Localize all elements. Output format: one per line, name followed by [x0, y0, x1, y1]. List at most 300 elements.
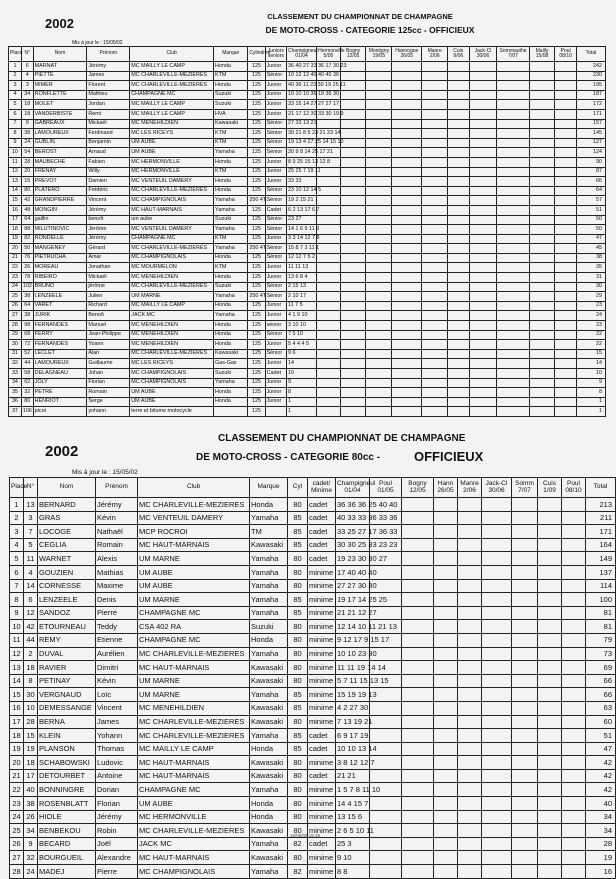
table-cell	[529, 138, 555, 148]
table-cell	[538, 498, 562, 512]
table-row	[10, 498, 616, 512]
table-cell	[529, 301, 555, 311]
table-cell	[434, 633, 458, 647]
table-cell	[392, 330, 422, 340]
table-cell: 62	[21, 378, 33, 388]
total-cell: 87	[576, 167, 605, 177]
table-cell: DELAGNEAU	[33, 369, 87, 379]
table-cell	[317, 340, 341, 350]
table-cell	[538, 824, 562, 838]
table-cell: JACK MC	[138, 837, 250, 851]
table-cell	[497, 253, 529, 263]
table-cell	[434, 538, 458, 552]
table-cell	[458, 715, 482, 729]
table-cell	[555, 177, 576, 187]
table-cell: 11	[24, 552, 38, 566]
table-cell: 14 1 6 9 11 9	[287, 225, 317, 235]
table-cell	[422, 311, 448, 321]
table-cell: 5 7 11 15 13 15	[336, 674, 370, 688]
table-cell	[366, 234, 392, 244]
table-cell: Kawasaki	[250, 661, 288, 675]
table-cell: MC VENTEUIL DAMERY	[130, 177, 214, 187]
table-cell	[402, 511, 434, 525]
table-cell: MIMER	[33, 81, 87, 91]
table-cell	[340, 138, 366, 148]
table-cell: CORNESSE	[38, 579, 96, 593]
table-cell: WARNET	[38, 552, 96, 566]
table-cell: 4 1 9 10	[287, 311, 317, 321]
table-cell: cadet	[308, 538, 336, 552]
table-row	[10, 606, 616, 620]
table-cell	[469, 311, 497, 321]
table-cell	[392, 263, 422, 273]
table-cell: 8	[10, 593, 24, 607]
sheet1-title-line1: CLASSEMENT DU CHAMPIONNAT DE CHAMPAGNE	[267, 12, 453, 21]
table-cell	[497, 129, 529, 139]
table-cell: 5	[10, 552, 24, 566]
total-cell: 31	[576, 273, 605, 283]
standings-sheet-80cc	[0, 425, 614, 876]
table-cell	[402, 661, 434, 675]
table-cell: 30 21 8 5 23 21 23 14	[287, 129, 317, 139]
table-cell	[366, 62, 392, 72]
table-cell: 125	[248, 397, 265, 407]
column-header: cadet/ Minime	[308, 478, 336, 498]
column-header: Nom	[33, 47, 87, 62]
table-cell: Sénior	[265, 138, 286, 148]
table-cell: 17	[24, 769, 38, 783]
table-cell	[392, 369, 422, 379]
table-cell	[448, 157, 469, 167]
table-cell: Jérémy	[87, 205, 130, 215]
column-header: Cuis 1/09	[538, 478, 562, 498]
table-cell	[317, 369, 341, 379]
table-cell	[538, 837, 562, 851]
table-cell	[538, 579, 562, 593]
table-cell	[392, 234, 422, 244]
table-cell: 125	[248, 215, 265, 225]
table-cell: Yamaha	[214, 148, 248, 158]
table-cell	[317, 311, 341, 321]
table-row	[9, 109, 606, 119]
table-cell: 7	[9, 119, 22, 129]
table-cell: 44	[24, 633, 38, 647]
table-cell	[448, 301, 469, 311]
table-cell: 125	[248, 340, 265, 350]
table-cell: 13 15 6	[336, 810, 370, 824]
table-cell	[340, 263, 366, 273]
table-cell: MC VENTEUIL DAMERY	[138, 511, 250, 525]
table-cell: 125	[248, 62, 265, 72]
table-cell	[512, 688, 538, 702]
table-row	[9, 205, 606, 215]
table-cell: MC CHARLEVILLE-MEZIERES	[130, 186, 214, 196]
table-cell: 13	[10, 661, 24, 675]
table-cell	[366, 321, 392, 331]
total-cell: 149	[586, 552, 616, 566]
table-cell: 2	[10, 511, 24, 525]
table-row	[9, 90, 606, 100]
table-cell	[402, 620, 434, 634]
table-cell	[458, 865, 482, 879]
table-cell: UM MARNE	[138, 593, 250, 607]
table-cell: 27	[9, 311, 22, 321]
table-cell	[422, 196, 448, 206]
total-cell: 230	[576, 71, 605, 81]
table-cell: 23 10 12 14 5	[287, 186, 317, 196]
table-cell: sénior	[265, 321, 286, 331]
table-cell	[469, 378, 497, 388]
table-cell	[555, 369, 576, 379]
table-cell: Sénior	[265, 225, 286, 235]
table-cell	[317, 292, 341, 302]
table-cell: Junior	[265, 167, 286, 177]
table-cell: 15	[10, 688, 24, 702]
total-cell: 1	[576, 397, 605, 407]
table-cell	[402, 579, 434, 593]
table-cell: cadet	[308, 525, 336, 539]
table-cell: 33 15 14 27 27 27 17	[287, 100, 317, 110]
table-cell	[482, 552, 512, 566]
table-row	[9, 263, 606, 273]
table-cell	[340, 253, 366, 263]
table-cell: MANGENEY	[33, 244, 87, 254]
table-cell	[512, 511, 538, 525]
table-cell: MONGIN	[33, 205, 87, 215]
table-cell: 18	[24, 661, 38, 675]
table-cell	[448, 215, 469, 225]
column-header: Cyl	[288, 478, 308, 498]
table-cell	[370, 837, 402, 851]
column-header: Prénom	[87, 47, 130, 62]
table-cell	[366, 359, 392, 369]
table-cell	[497, 388, 529, 398]
table-cell: 11 11 13	[287, 263, 317, 273]
table-cell: 28	[21, 157, 33, 167]
table-cell	[482, 661, 512, 675]
table-cell	[366, 397, 392, 407]
total-cell: 187	[576, 90, 605, 100]
table-cell	[458, 729, 482, 743]
table-cell: Yamaha	[250, 511, 288, 525]
table-cell: Suzuki	[250, 620, 288, 634]
table-cell: 48	[21, 205, 33, 215]
table-cell	[538, 688, 562, 702]
table-cell	[555, 81, 576, 91]
column-header: Club	[130, 47, 214, 62]
table-cell: 24	[24, 865, 38, 879]
table-row	[10, 715, 616, 729]
sheet2-title-officieux: OFFICIEUX	[414, 449, 484, 464]
table-cell	[538, 633, 562, 647]
table-cell	[422, 244, 448, 254]
table-cell: Junior	[265, 81, 286, 91]
table-row	[9, 407, 606, 417]
table-cell: 25	[9, 292, 22, 302]
table-cell: 26	[21, 263, 33, 273]
table-cell	[562, 837, 586, 851]
table-cell	[538, 701, 562, 715]
table-cell	[370, 715, 402, 729]
table-cell: 21 21 12 27	[336, 606, 370, 620]
table-cell: MC MENEHILDIEN	[130, 321, 214, 331]
table-cell	[512, 756, 538, 770]
table-cell	[340, 388, 366, 398]
table-cell: 9 12 17 9 15 17	[336, 633, 370, 647]
table-cell: 33	[9, 369, 22, 379]
table-cell: Pierre	[96, 606, 138, 620]
table-cell	[366, 244, 392, 254]
table-row	[10, 756, 616, 770]
table-cell: ROSENBLATT	[38, 797, 96, 811]
table-cell: Sénior	[265, 71, 286, 81]
table-cell	[340, 330, 366, 340]
table-cell: MILUTINOVIC	[33, 225, 87, 235]
table-cell: 6 9 17 19	[336, 729, 370, 743]
table-row	[9, 177, 606, 187]
table-cell: 26	[9, 301, 22, 311]
table-cell: MC MOURMELON	[130, 263, 214, 273]
table-cell: 80	[288, 783, 308, 797]
table-cell	[317, 282, 341, 292]
table-cell: 125	[248, 186, 265, 196]
table-cell	[497, 177, 529, 187]
table-cell	[340, 273, 366, 283]
table-cell	[529, 311, 555, 321]
table-cell: 11	[9, 157, 22, 167]
column-header: Manre 2/06	[458, 478, 482, 498]
table-cell	[366, 90, 392, 100]
table-cell	[512, 715, 538, 729]
table-cell	[497, 407, 529, 417]
table-cell	[482, 579, 512, 593]
table-cell: UM AUBE	[138, 797, 250, 811]
table-cell: Mathieu	[87, 90, 130, 100]
table-cell: 40	[24, 783, 38, 797]
table-row	[10, 851, 616, 865]
table-cell	[497, 273, 529, 283]
table-cell	[434, 593, 458, 607]
table-cell	[392, 225, 422, 235]
table-cell: minime	[308, 783, 336, 797]
table-cell: 18	[24, 756, 38, 770]
table-cell: 18	[21, 109, 33, 119]
table-cell	[422, 205, 448, 215]
table-cell: Kawasaki	[250, 715, 288, 729]
table-cell: minime	[308, 565, 336, 579]
table-cell: Fabien	[87, 157, 130, 167]
table-cell: 85	[288, 742, 308, 756]
table-cell: 8	[9, 129, 22, 139]
table-cell: MAUBECHE	[33, 157, 87, 167]
table-cell	[469, 177, 497, 187]
table-cell: Loïc	[96, 688, 138, 702]
table-cell	[469, 215, 497, 225]
table-cell: Yamaha	[250, 837, 288, 851]
table-cell	[555, 205, 576, 215]
table-cell	[562, 552, 586, 566]
table-cell	[512, 797, 538, 811]
table-cell: 36 40 27 33 36 17 30 23	[287, 62, 317, 72]
table-row	[9, 215, 606, 225]
table-cell: 16	[9, 205, 22, 215]
table-cell: cadet	[308, 498, 336, 512]
table-cell	[529, 340, 555, 350]
table-cell	[512, 851, 538, 865]
table-cell: 28	[10, 865, 24, 879]
table-cell: 19 2 15 21	[287, 196, 317, 206]
table-cell: 9	[24, 837, 38, 851]
table-cell: James	[96, 715, 138, 729]
table-cell: Honda	[250, 498, 288, 512]
table-cell: Jérémy	[87, 234, 130, 244]
table-cell: 4	[9, 90, 22, 100]
table-row	[10, 511, 616, 525]
table-cell: 78	[21, 273, 33, 283]
table-cell	[529, 109, 555, 119]
table-cell: 25 3	[336, 837, 370, 851]
table-cell: Kévin	[96, 511, 138, 525]
table-cell: Honda	[214, 330, 248, 340]
table-cell: Florian	[87, 378, 130, 388]
table-cell	[434, 701, 458, 715]
table-cell	[317, 119, 341, 129]
table-cell	[469, 62, 497, 72]
table-cell	[366, 157, 392, 167]
table-cell: KTM	[214, 234, 248, 244]
table-cell	[512, 701, 538, 715]
table-cell	[340, 100, 366, 110]
table-cell	[538, 511, 562, 525]
table-cell	[392, 157, 422, 167]
table-cell	[402, 824, 434, 838]
total-cell: 30	[576, 282, 605, 292]
table-cell	[538, 756, 562, 770]
total-cell: 28	[586, 837, 616, 851]
column-header: Place	[10, 478, 24, 498]
table-cell	[340, 167, 366, 177]
table-cell	[497, 234, 529, 244]
table-cell: 30 9 8 14 25 17 21	[287, 148, 317, 158]
table-cell: Kawasaki	[250, 538, 288, 552]
table-cell: RIBEIRO	[33, 273, 87, 283]
table-cell: 27	[10, 851, 24, 865]
table-cell	[497, 397, 529, 407]
table-cell: 1	[287, 397, 317, 407]
table-cell: 21	[9, 253, 22, 263]
table-cell: 58	[21, 369, 33, 379]
table-cell: 106	[21, 407, 33, 417]
table-cell	[402, 865, 434, 879]
table-cell: 250 4T	[248, 196, 265, 206]
total-cell: 40	[586, 797, 616, 811]
table-cell: 13 6 8 4	[287, 273, 317, 283]
table-cell: Manuel	[87, 321, 130, 331]
table-cell: MCP ROCROI	[138, 525, 250, 539]
table-cell	[497, 359, 529, 369]
table-cell: 19 13 4 27 25 14 15 10	[287, 138, 317, 148]
table-cell: 80	[288, 661, 308, 675]
table-cell: 125	[248, 205, 265, 215]
table-cell	[392, 138, 422, 148]
table-cell: terre et bitume motocycle	[130, 407, 214, 417]
table-cell	[497, 378, 529, 388]
table-cell: gaillin	[33, 215, 87, 225]
table-cell: 80	[288, 552, 308, 566]
table-cell: Yamaha	[214, 196, 248, 206]
table-cell: HIOLE	[38, 810, 96, 824]
table-row	[10, 674, 616, 688]
table-cell: Teddy	[96, 620, 138, 634]
table-cell	[422, 253, 448, 263]
table-cell: Kawasaki	[214, 119, 248, 129]
table-cell	[340, 215, 366, 225]
table-row	[10, 565, 616, 579]
table-cell: MC CHAMPIGNOLAIS	[130, 196, 214, 206]
table-cell: 30	[9, 340, 22, 350]
table-cell	[562, 661, 586, 675]
table-cell	[434, 606, 458, 620]
table-cell	[458, 647, 482, 661]
table-cell	[538, 797, 562, 811]
table-cell	[340, 109, 366, 119]
table-cell: Suzuki	[214, 369, 248, 379]
table-cell	[366, 71, 392, 81]
table-cell	[434, 865, 458, 879]
table-cell: Denis	[96, 593, 138, 607]
table-cell	[529, 205, 555, 215]
table-cell	[402, 769, 434, 783]
table-cell: 23 27	[287, 215, 317, 225]
total-cell: 69	[586, 661, 616, 675]
table-cell	[538, 525, 562, 539]
table-cell: MC CHARLEVILLE-MEZIERES	[130, 349, 214, 359]
table-cell	[458, 797, 482, 811]
table-cell: MC MENEHILDIEN	[130, 330, 214, 340]
table-row	[9, 292, 606, 302]
table-cell: 125	[248, 253, 265, 263]
table-cell	[538, 851, 562, 865]
table-cell: 4	[10, 538, 24, 552]
table-cell	[458, 633, 482, 647]
table-cell	[469, 340, 497, 350]
table-cell	[434, 769, 458, 783]
table-cell: Julien	[87, 292, 130, 302]
table-cell	[448, 109, 469, 119]
table-cell	[469, 100, 497, 110]
table-cell: Sénior	[265, 215, 286, 225]
table-cell: 7	[10, 579, 24, 593]
table-cell	[562, 565, 586, 579]
table-cell: Mickaël	[87, 119, 130, 129]
table-cell: Honda	[214, 177, 248, 187]
table-cell	[512, 525, 538, 539]
table-cell	[366, 177, 392, 187]
table-cell	[402, 797, 434, 811]
table-cell	[482, 511, 512, 525]
table-cell	[529, 388, 555, 398]
table-cell	[392, 273, 422, 283]
table-cell	[366, 263, 392, 273]
table-cell: Junior	[265, 359, 286, 369]
table-cell: cadet	[308, 552, 336, 566]
table-cell	[562, 688, 586, 702]
total-cell: 79	[586, 633, 616, 647]
table-cell: RONDELLE	[33, 234, 87, 244]
table-cell	[448, 62, 469, 72]
table-cell: 19	[24, 742, 38, 756]
table-cell	[555, 340, 576, 350]
